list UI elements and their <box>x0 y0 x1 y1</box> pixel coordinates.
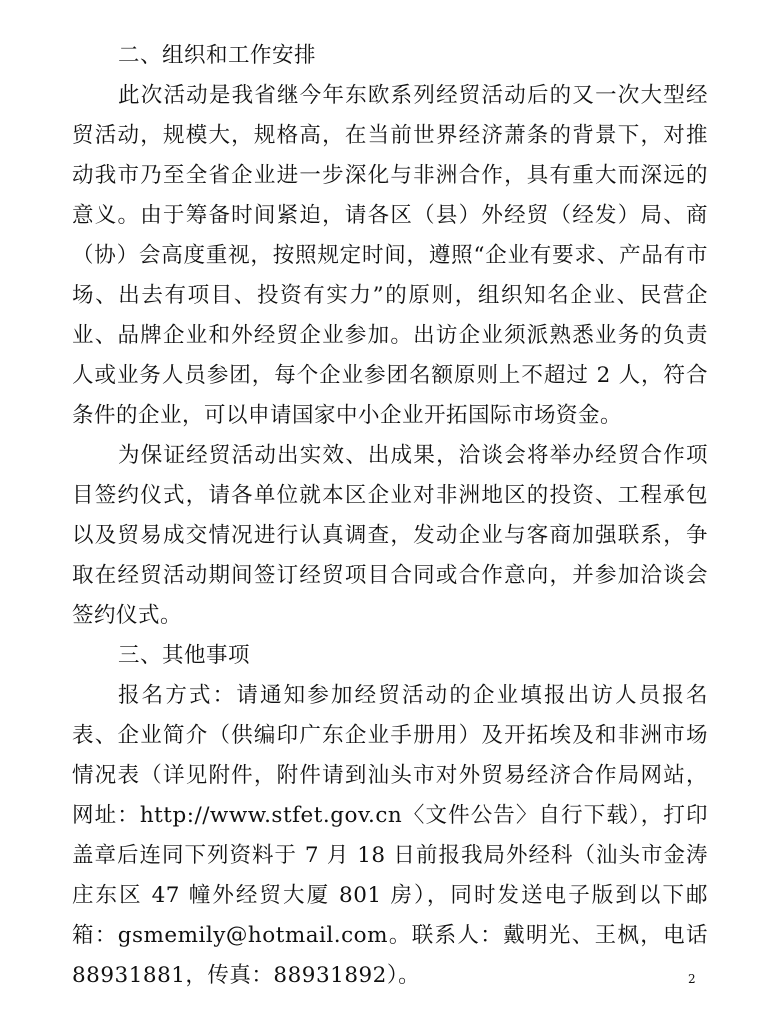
section-heading-organization: 二、组织和工作安排 <box>118 43 317 68</box>
paragraph-signing-ceremony: 为保证经贸活动出实效、出成果，洽谈会将举办经贸合作项目签约仪式，请各单位就本区企业对非洲地区的投资、工程承包以及贸易成交情况进行认真调查，发动企业与客商加强联系，争取在经贸活动期间签订经贸项目合同或合作意向，并参加洽谈会签约仪式。 <box>72 443 708 628</box>
document-body <box>72 36 708 996</box>
section-heading-other-matters: 三、其他事项 <box>118 643 251 668</box>
page-number: 2 <box>688 972 696 986</box>
paragraph-registration-method: 报名方式：请通知参加经贸活动的企业填报出访人员报名表、企业简介（供编印广东企业手册用）及开拓埃及和非洲市场情况表（详见附件，附件请到汕头市对外贸易经济合作局网站，网址：http://www.stfet.gov.cn〈文件公告〉自行下载），打印盖章后连同下列资料于 7 月 18 日前报我局外经科（汕头市金涛庄东区 47 幢外经贸大厦 801 房），同时发送电子版到以下邮箱：gsmemily@hotmail.com。联系人：戴明光、王枫，电话 88931881，传真：88931892）。 <box>72 683 708 988</box>
paragraph-activity-overview: 此次活动是我省继今年东欧系列经贸活动后的又一次大型经贸活动，规模大，规格高，在当前世界经济萧条的背景下，对推动我市乃至全省企业进一步深化与非洲合作，具有重大而深远的意义。由于筹备时间紧迫，请各区（县）外经贸（经发）局、商（协）会高度重视，按照规定时间，遵照“企业有要求、产品有市场、出去有项目、投资有实力”的原则，组织知名企业、民营企业、品牌企业和外经贸企业参加。出访企业须派熟悉业务的负责人或业务人员参团，每个企业参团名额原则上不超过 2 人，符合条件的企业，可以申请国家中小企业开拓国际市场资金。 <box>72 83 708 428</box>
